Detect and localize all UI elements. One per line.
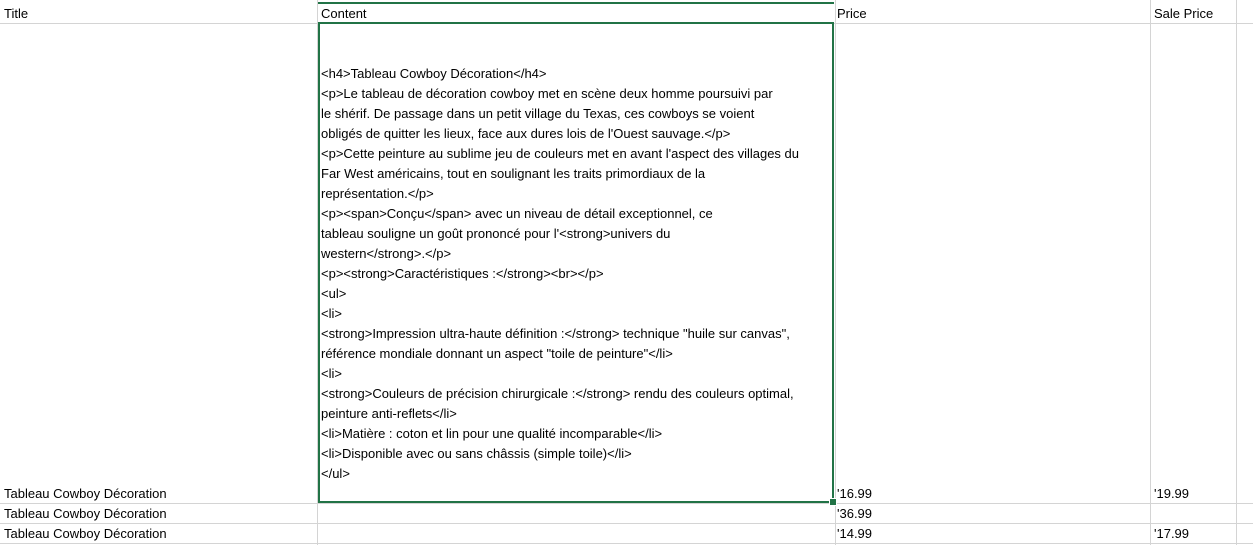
content-line: <h4>Tableau Cowboy Décoration</h4> (321, 66, 547, 81)
column-divider (1150, 0, 1151, 545)
header-price[interactable]: Price (837, 6, 867, 21)
content-cell-text (321, 64, 833, 484)
content-line: représentation.</p> (321, 186, 434, 201)
content-line: <li>Disponible avec ou sans châssis (simple toile)</li> (321, 446, 632, 461)
row-2-sale-price[interactable] (1150, 504, 1236, 524)
content-line: <p><span>Conçu</span> avec un niveau de détail exceptionnel, ce (321, 206, 713, 221)
content-line: tableau souligne un goût prononcé pour l'<strong>univers du (321, 226, 671, 241)
content-line: Far West américains, tout en soulignant les traits primordiaux de la (321, 166, 706, 181)
content-line: référence mondiale donnant un aspect "toile de peinture"</li> (321, 346, 673, 361)
header-content[interactable]: Content (321, 6, 367, 21)
content-line: western</strong>.</p> (321, 246, 452, 261)
row-2-title[interactable]: Tableau Cowboy Décoration (4, 506, 167, 521)
content-line: <p>Cette peinture au sublime jeu de couleurs met en avant l'aspect des villages du (321, 146, 799, 161)
content-line: obligés de quitter les lieux, face aux dures lois de l'Ouest sauvage.</p> (321, 126, 731, 141)
header-sale-price[interactable]: Sale Price (1154, 6, 1214, 21)
row-2-price[interactable]: '36.99 (837, 506, 873, 521)
content-line: <li> (321, 306, 342, 321)
column-divider (1236, 0, 1237, 545)
row-3-title[interactable]: Tableau Cowboy Décoration (4, 526, 167, 541)
content-line: <p>Le tableau de décoration cowboy met en scène deux homme poursuivi par (321, 86, 773, 101)
header-title[interactable]: Title (4, 6, 29, 21)
column-divider (835, 0, 836, 545)
content-line: <li>Matière : coton et lin pour une qualité incomparable</li> (321, 426, 663, 441)
content-line: peinture anti-reflets</li> (321, 406, 457, 421)
row-1-price[interactable]: '16.99 (837, 486, 873, 501)
row-3-price[interactable]: '14.99 (837, 526, 873, 541)
content-line: le shérif. De passage dans un petit village du Texas, ces cowboys se voient (321, 106, 755, 121)
content-line: <strong>Couleurs de précision chirurgicale :</strong> rendu des couleurs optimal, (321, 386, 794, 401)
row-3-sale-price[interactable]: '17.99 (1154, 526, 1190, 541)
content-line: <li> (321, 366, 342, 381)
content-line: </ul> (321, 466, 350, 481)
content-line: <p><strong>Caractéristiques :</strong><br></p> (321, 266, 604, 281)
row-3-content[interactable] (317, 524, 833, 544)
row-1-sale-price[interactable]: '19.99 (1154, 486, 1190, 501)
row-1-title[interactable]: Tableau Cowboy Décoration (4, 486, 167, 501)
content-line: <ul> (321, 286, 347, 301)
content-line: <strong>Impression ultra-haute définition :</strong> technique "huile sur canvas", (321, 326, 790, 341)
row-2-content[interactable] (317, 504, 833, 524)
